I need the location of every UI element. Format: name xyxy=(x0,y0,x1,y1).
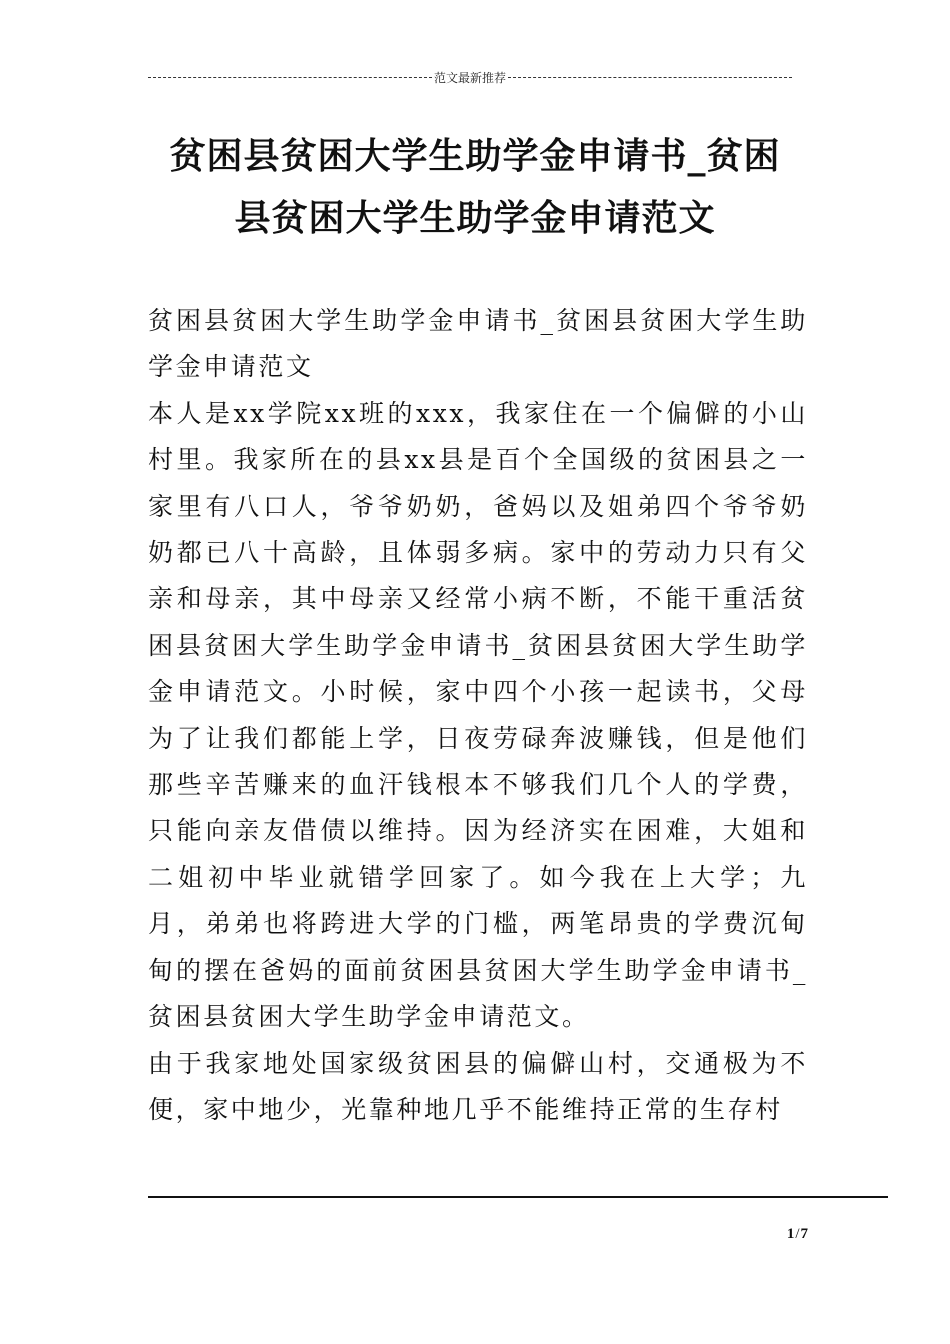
document-title xyxy=(148,126,802,250)
page-total: 7 xyxy=(800,1226,808,1242)
page-current: 1 xyxy=(786,1226,795,1242)
page-separator: / xyxy=(795,1226,800,1242)
header-dash-right xyxy=(508,77,792,78)
title-line-1: 贫困县贫困大学生助学金申请书_贫困 xyxy=(169,136,781,177)
page-number xyxy=(760,1226,808,1243)
header-label: 范文最新推荐 xyxy=(434,70,507,85)
title-line-2: 县贫困大学生助学金申请范文 xyxy=(234,198,716,239)
paragraph-1: 贫困县贫困大学生助学金申请书_贫困县贫困大学生助学金申请范文 xyxy=(148,306,808,382)
document-body xyxy=(148,298,808,1133)
footer-rule xyxy=(148,1196,888,1198)
header-dash-left xyxy=(148,77,432,78)
paragraph-3: 由于我家地处国家级贫困县的偏僻山村，交通极为不便，家中地少，光靠种地几乎不能维持正常的生存村 xyxy=(148,1048,808,1124)
paragraph-2: 本人是xx学院xx班的xxx，我家住在一个偏僻的小山村里。我家所在的县xx县是百个全国级的贫困县之一家里有八口人，爷爷奶奶，爸妈以及姐弟四个爷爷奶奶都已八十高龄，且体弱多病。家中的劳动力只有父亲和母亲，其中母亲又经常小病不断，不能干重活贫困县贫困大学生助学金申请书_贫困县贫困大学生助学金申请范文。小时候，家中四个小孩一起读书，父母为了让我们都能上学，日夜劳碌奔波赚钱，但是他们那些辛苦赚来的血汗钱根本不够我们几个人的学费，只能向亲友借债以维持。因为经济实在困难，大姐和二姐初中毕业就错学回家了。如今我在上大学；九月，弟弟也将跨进大学的门槛，两笔昂贵的学费沉甸甸的摆在爸妈的面前贫困县贫困大学生助学金申请书_贫困县贫困大学生助学金申请范文。 xyxy=(148,398,808,1032)
header-rule xyxy=(148,70,792,84)
